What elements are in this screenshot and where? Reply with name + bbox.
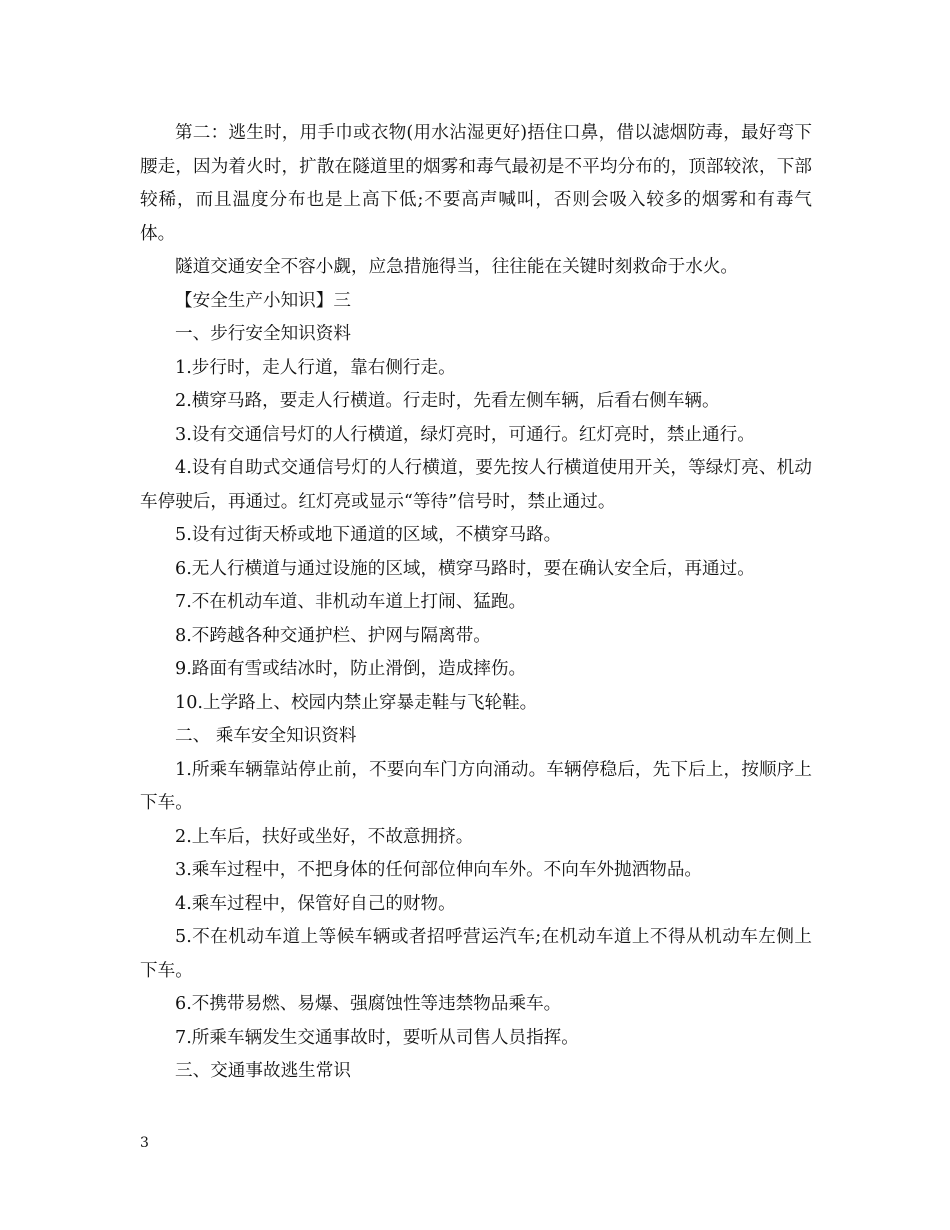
list-item-walking-7: 7.不在机动车道、非机动车道上打闹、猛跑。 [175,592,527,612]
section-heading-accident-escape: 三、交通事故逃生常识 [175,1061,351,1081]
section-heading-walking: 一、步行安全知识资料 [175,324,351,344]
section-heading-safety-tips: 【安全生产小知识】三 [175,290,351,311]
list-item-riding-7: 7.所乘车辆发生交通事故时，要听从司售人员指挥。 [175,1027,579,1048]
list-item-walking-4: 4.设有自助式交通信号灯的人行横道，要先按人行横道使用开关，等绿灯亮、机动车停驶后，再通过。红灯亮或显示“等待”信号时，禁止通过。 [140,458,812,512]
document-body [140,117,812,1089]
page-number: 3 [140,1135,149,1151]
list-item-walking-6: 6.无人行横道与通过设施的区域，横穿马路时，要在确认安全后，再通过。 [175,558,755,579]
list-item-walking-1: 1.步行时，走人行道，靠右侧行走。 [175,357,456,378]
list-item-walking-8: 8.不跨越各种交通护栏、护网与隔离带。 [175,625,491,646]
list-item-riding-6: 6.不携带易燃、易爆、强腐蚀性等违禁物品乘车。 [175,994,562,1014]
list-item-riding-4: 4.乘车过程中，保管好自己的财物。 [175,893,456,914]
list-item-riding-1: 1.所乘车辆靠站停止前，不要向车门方向涌动。车辆停稳后，先下后上，按顺序上下车。 [140,759,812,813]
list-item-walking-9: 9.路面有雪或结冰时，防止滑倒，造成摔伤。 [175,659,527,679]
list-item-walking-5: 5.设有过街天桥或地下通道的区域，不横穿马路。 [175,525,562,545]
list-item-walking-2: 2.横穿马路，要走人行横道。行走时，先看左侧车辆，后看右侧车辆。 [175,391,720,411]
list-item-riding-3: 3.乘车过程中，不把身体的任何部位伸向车外。不向车外抛洒物品。 [175,860,703,880]
list-item-walking-3: 3.设有交通信号灯的人行横道，绿灯亮时，可通行。红灯亮时，禁止通行。 [175,424,755,445]
section-heading-riding: 二、 乘车安全知识资料 [175,726,357,746]
list-item-riding-5: 5.不在机动车道上等候车辆或者招呼营运汽车;在机动车道上不得从机动车左侧上下车。 [140,927,812,981]
paragraph-escape-second: 第二：逃生时，用手巾或衣物(用水沾湿更好)捂住口鼻，借以滤烟防毒，最好弯下腰走，因为着火时，扩散在隧道里的烟雾和毒气最初是不平均分布的，顶部较浓，下部较稀，而且温度分布也是上高下低;不要高声喊叫，否则会吸入较多的烟雾和有毒气体。 [140,123,812,244]
paragraph-tunnel-safety: 隧道交通安全不容小觑，应急措施得当，往往能在关键时刻救命于水火。 [175,257,739,277]
list-item-riding-2: 2.上车后，扶好或坐好，不故意拥挤。 [175,826,474,847]
list-item-walking-10: 10.上学路上、校园内禁止穿暴走鞋与飞轮鞋。 [175,692,538,713]
